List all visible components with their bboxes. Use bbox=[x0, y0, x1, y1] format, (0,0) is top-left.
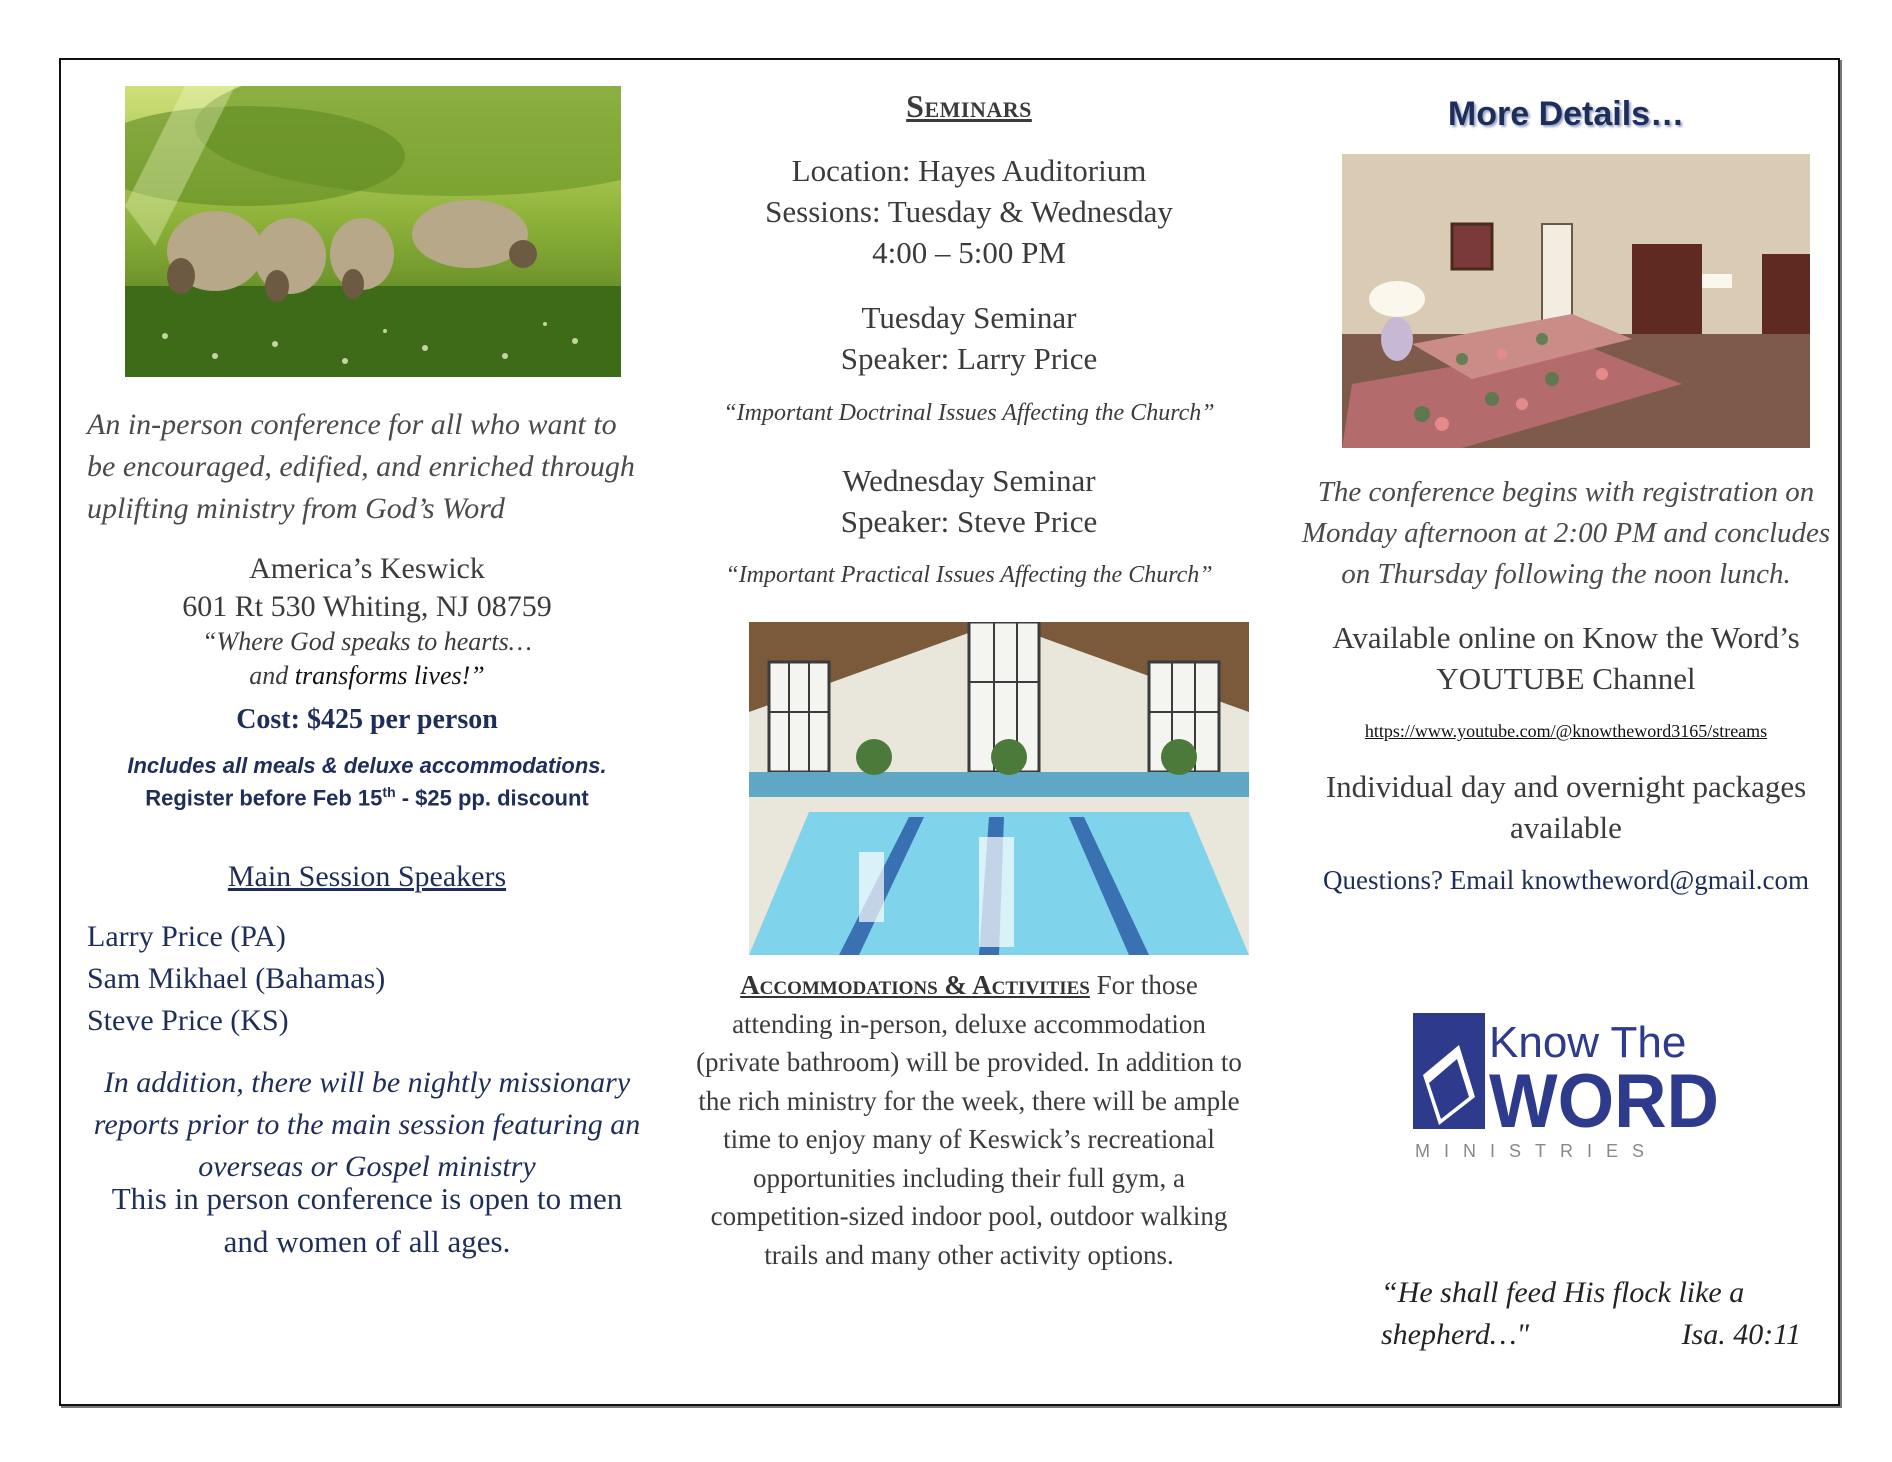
accommodations-text bbox=[689, 966, 1249, 1274]
register-note bbox=[87, 784, 647, 811]
accommodations-body: For those attending in-person, deluxe accommodation (private bathroom) will be provided. In addition to the rich ministry for the week, there will be ample time to enjoy many of Keswick’s recreational opportunities including their full gym, a competition-sized indoor pool, outdoor walking trails and many other activity options. bbox=[696, 970, 1242, 1270]
includes-note: Includes all meals & deluxe accommodations. bbox=[127, 753, 607, 778]
cost-label: Cost bbox=[236, 704, 291, 735]
speaker-item: Sam Mikhael (Bahamas) bbox=[87, 962, 386, 995]
venue-block bbox=[87, 550, 647, 626]
verse-reference: Isa. 40:11 bbox=[1681, 1318, 1801, 1351]
tagline-line1: “Where God speaks to hearts… bbox=[202, 627, 532, 656]
venue-name: America’s Keswick bbox=[249, 552, 485, 585]
brochure-page bbox=[59, 58, 1840, 1406]
seminar-info bbox=[689, 150, 1249, 273]
seminar-time: 4:00 – 5:00 PM bbox=[872, 235, 1066, 270]
questions-email[interactable]: Questions? Email knowtheword@gmail.com bbox=[1322, 865, 1810, 895]
tuesday-speaker: Speaker: Larry Price bbox=[840, 341, 1098, 376]
wednesday-seminar bbox=[689, 460, 1249, 542]
tagline bbox=[87, 625, 647, 693]
online-line1: Available online on Know the Word’s bbox=[1332, 620, 1800, 655]
missionary-note: In addition, there will be nightly missionary reports prior to the main session featuring an overseas or Gospel ministry bbox=[93, 1066, 641, 1183]
online-line2: YOUTUBE Channel bbox=[1436, 661, 1696, 696]
venue-address: 601 Rt 530 Whiting, NJ 08759 bbox=[182, 590, 552, 623]
seminar-sessions: Sessions: Tuesday & Wednesday bbox=[765, 194, 1173, 229]
packages-text: Individual day and overnight packages available bbox=[1325, 769, 1807, 845]
logo-know-text: Know The bbox=[1489, 1018, 1687, 1067]
seminar-location: Location: Hayes Auditorium bbox=[791, 153, 1147, 188]
seminars-heading: Seminars bbox=[906, 88, 1032, 124]
know-the-word-logo bbox=[1411, 1005, 1731, 1175]
tagline-emphasis: transforms lives!” bbox=[294, 661, 485, 690]
cost-value: $425 per person bbox=[306, 704, 498, 735]
wednesday-quote: “Important Practical Issues Affecting the Church” bbox=[725, 562, 1213, 588]
tuesday-title: Tuesday Seminar bbox=[861, 300, 1077, 335]
register-suffix: - $25 pp. discount bbox=[395, 785, 589, 811]
tagline-line2 bbox=[87, 659, 647, 693]
indoor-pool-photo bbox=[749, 622, 1249, 955]
hotel-room-photo bbox=[1342, 154, 1810, 448]
schedule-text: The conference begins with registration on Monday afternoon at 2:00 PM and concludes on Thursday following the noon lunch. bbox=[1301, 476, 1831, 590]
speaker-list bbox=[87, 916, 647, 1042]
wednesday-speaker: Speaker: Steve Price bbox=[840, 504, 1098, 539]
cost-line bbox=[87, 704, 647, 736]
register-sup: th bbox=[382, 784, 396, 800]
speakers-heading: Main Session Speakers bbox=[227, 860, 507, 893]
youtube-link[interactable]: https://www.youtube.com/@knowtheword3165/streams bbox=[1364, 721, 1768, 741]
intro-text: An in-person conference for all who want to be encouraged, edified, and enriched through uplifting ministry from God’s Word bbox=[87, 408, 635, 525]
cost-separator: : bbox=[290, 704, 307, 735]
speaker-item: Larry Price (PA) bbox=[87, 920, 286, 953]
tuesday-quote: “Important Doctrinal Issues Affecting the Church” bbox=[723, 400, 1215, 426]
scripture-verse bbox=[1381, 1272, 1801, 1356]
logo-ministries-text: MINISTRIES bbox=[1415, 1141, 1659, 1161]
more-details-heading: More Details… bbox=[1447, 95, 1685, 133]
wednesday-title: Wednesday Seminar bbox=[842, 463, 1096, 498]
tuesday-seminar bbox=[689, 297, 1249, 379]
sheep-pasture-photo bbox=[125, 86, 621, 377]
tagline-and: and bbox=[249, 661, 295, 690]
accommodations-heading: Accommodations & Activities bbox=[740, 970, 1090, 1000]
speaker-item: Steve Price (KS) bbox=[87, 1004, 289, 1037]
online-availability bbox=[1286, 617, 1846, 699]
verse-text: “He shall feed His flock like a shepherd…" bbox=[1381, 1276, 1745, 1351]
logo-word-text: WORD bbox=[1489, 1059, 1719, 1144]
open-note: This in person conference is open to men and women of all ages. bbox=[111, 1181, 623, 1259]
register-prefix: Register before Feb 15 bbox=[145, 785, 383, 811]
